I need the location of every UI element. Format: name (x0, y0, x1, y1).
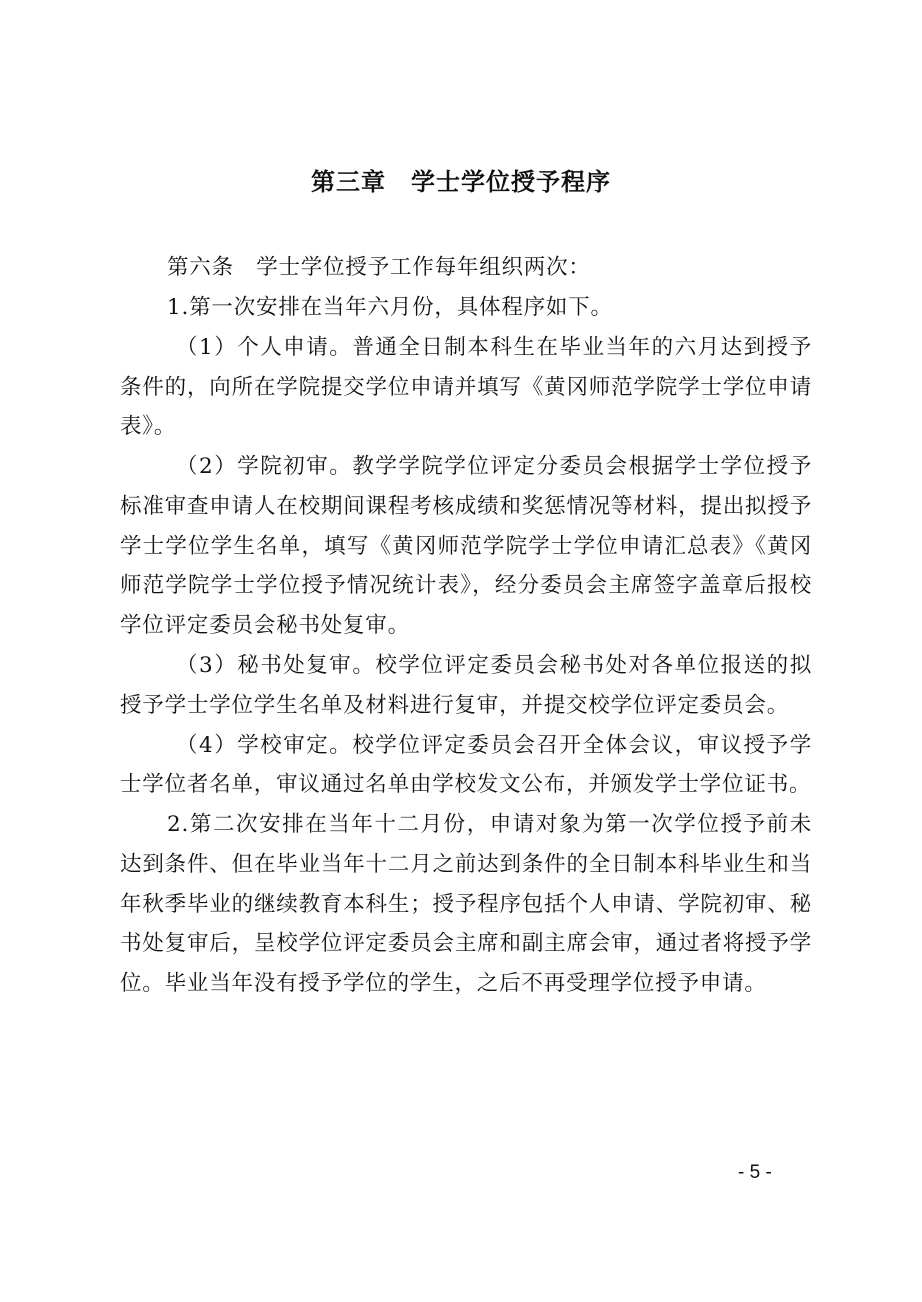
paragraph-first-session: 1.第一次安排在当年六月份，具体程序如下。 (167, 295, 613, 321)
paragraph-step-2: （2）学院初审。教学学院学位评定分委员会根据学士学位授予标准审查申请人在校期间课程考核成绩和奖惩情况等材料，提出拟授予学士学位学生名单，填写《黄冈师范学院学士学位申请汇总表》《黄冈师范学院学士学位授予情况统计表》，经分委员会主席签字盖章后报校学位评定委员会秘书处复审。 (120, 454, 812, 638)
paragraph-step-4: （4）学校审定。校学位评定委员会召开全体会议，审议授予学士学位者名单，审议通过名单由学校发文公布，并颁发学士学位证书。 (120, 732, 812, 798)
paragraph-second-session: 2.第二次安排在当年十二月份，申请对象为第一次学位授予前未达到条件、但在毕业当年十二月之前达到条件的全日制本科毕业生和当年秋季毕业的继续教育本科生；授予程序包括个人申请、学院初审、秘书处复审后，呈校学位评定委员会主席和副主席会审，通过者将授予学位。毕业当年没有授予学位的学生，之后不再受理学位授予申请。 (120, 812, 812, 996)
paragraph-step-1: （1）个人申请。普通全日制本科生在毕业当年的六月达到授予条件的，向所在学院提交学位申请并填写《黄冈师范学院学士学位申请表》。 (120, 335, 812, 440)
page-number: - 5 - (738, 1162, 772, 1183)
paragraph-step-3: （3）秘书处复审。校学位评定委员会秘书处对各单位报送的拟授予学士学位学生名单及材料进行复审，并提交校学位评定委员会。 (120, 652, 812, 718)
chapter-title: 第三章 学士学位授予程序 (311, 168, 611, 196)
document-body (120, 248, 812, 1004)
article-6-heading: 第六条 学士学位授予工作每年组织两次： (167, 255, 591, 280)
